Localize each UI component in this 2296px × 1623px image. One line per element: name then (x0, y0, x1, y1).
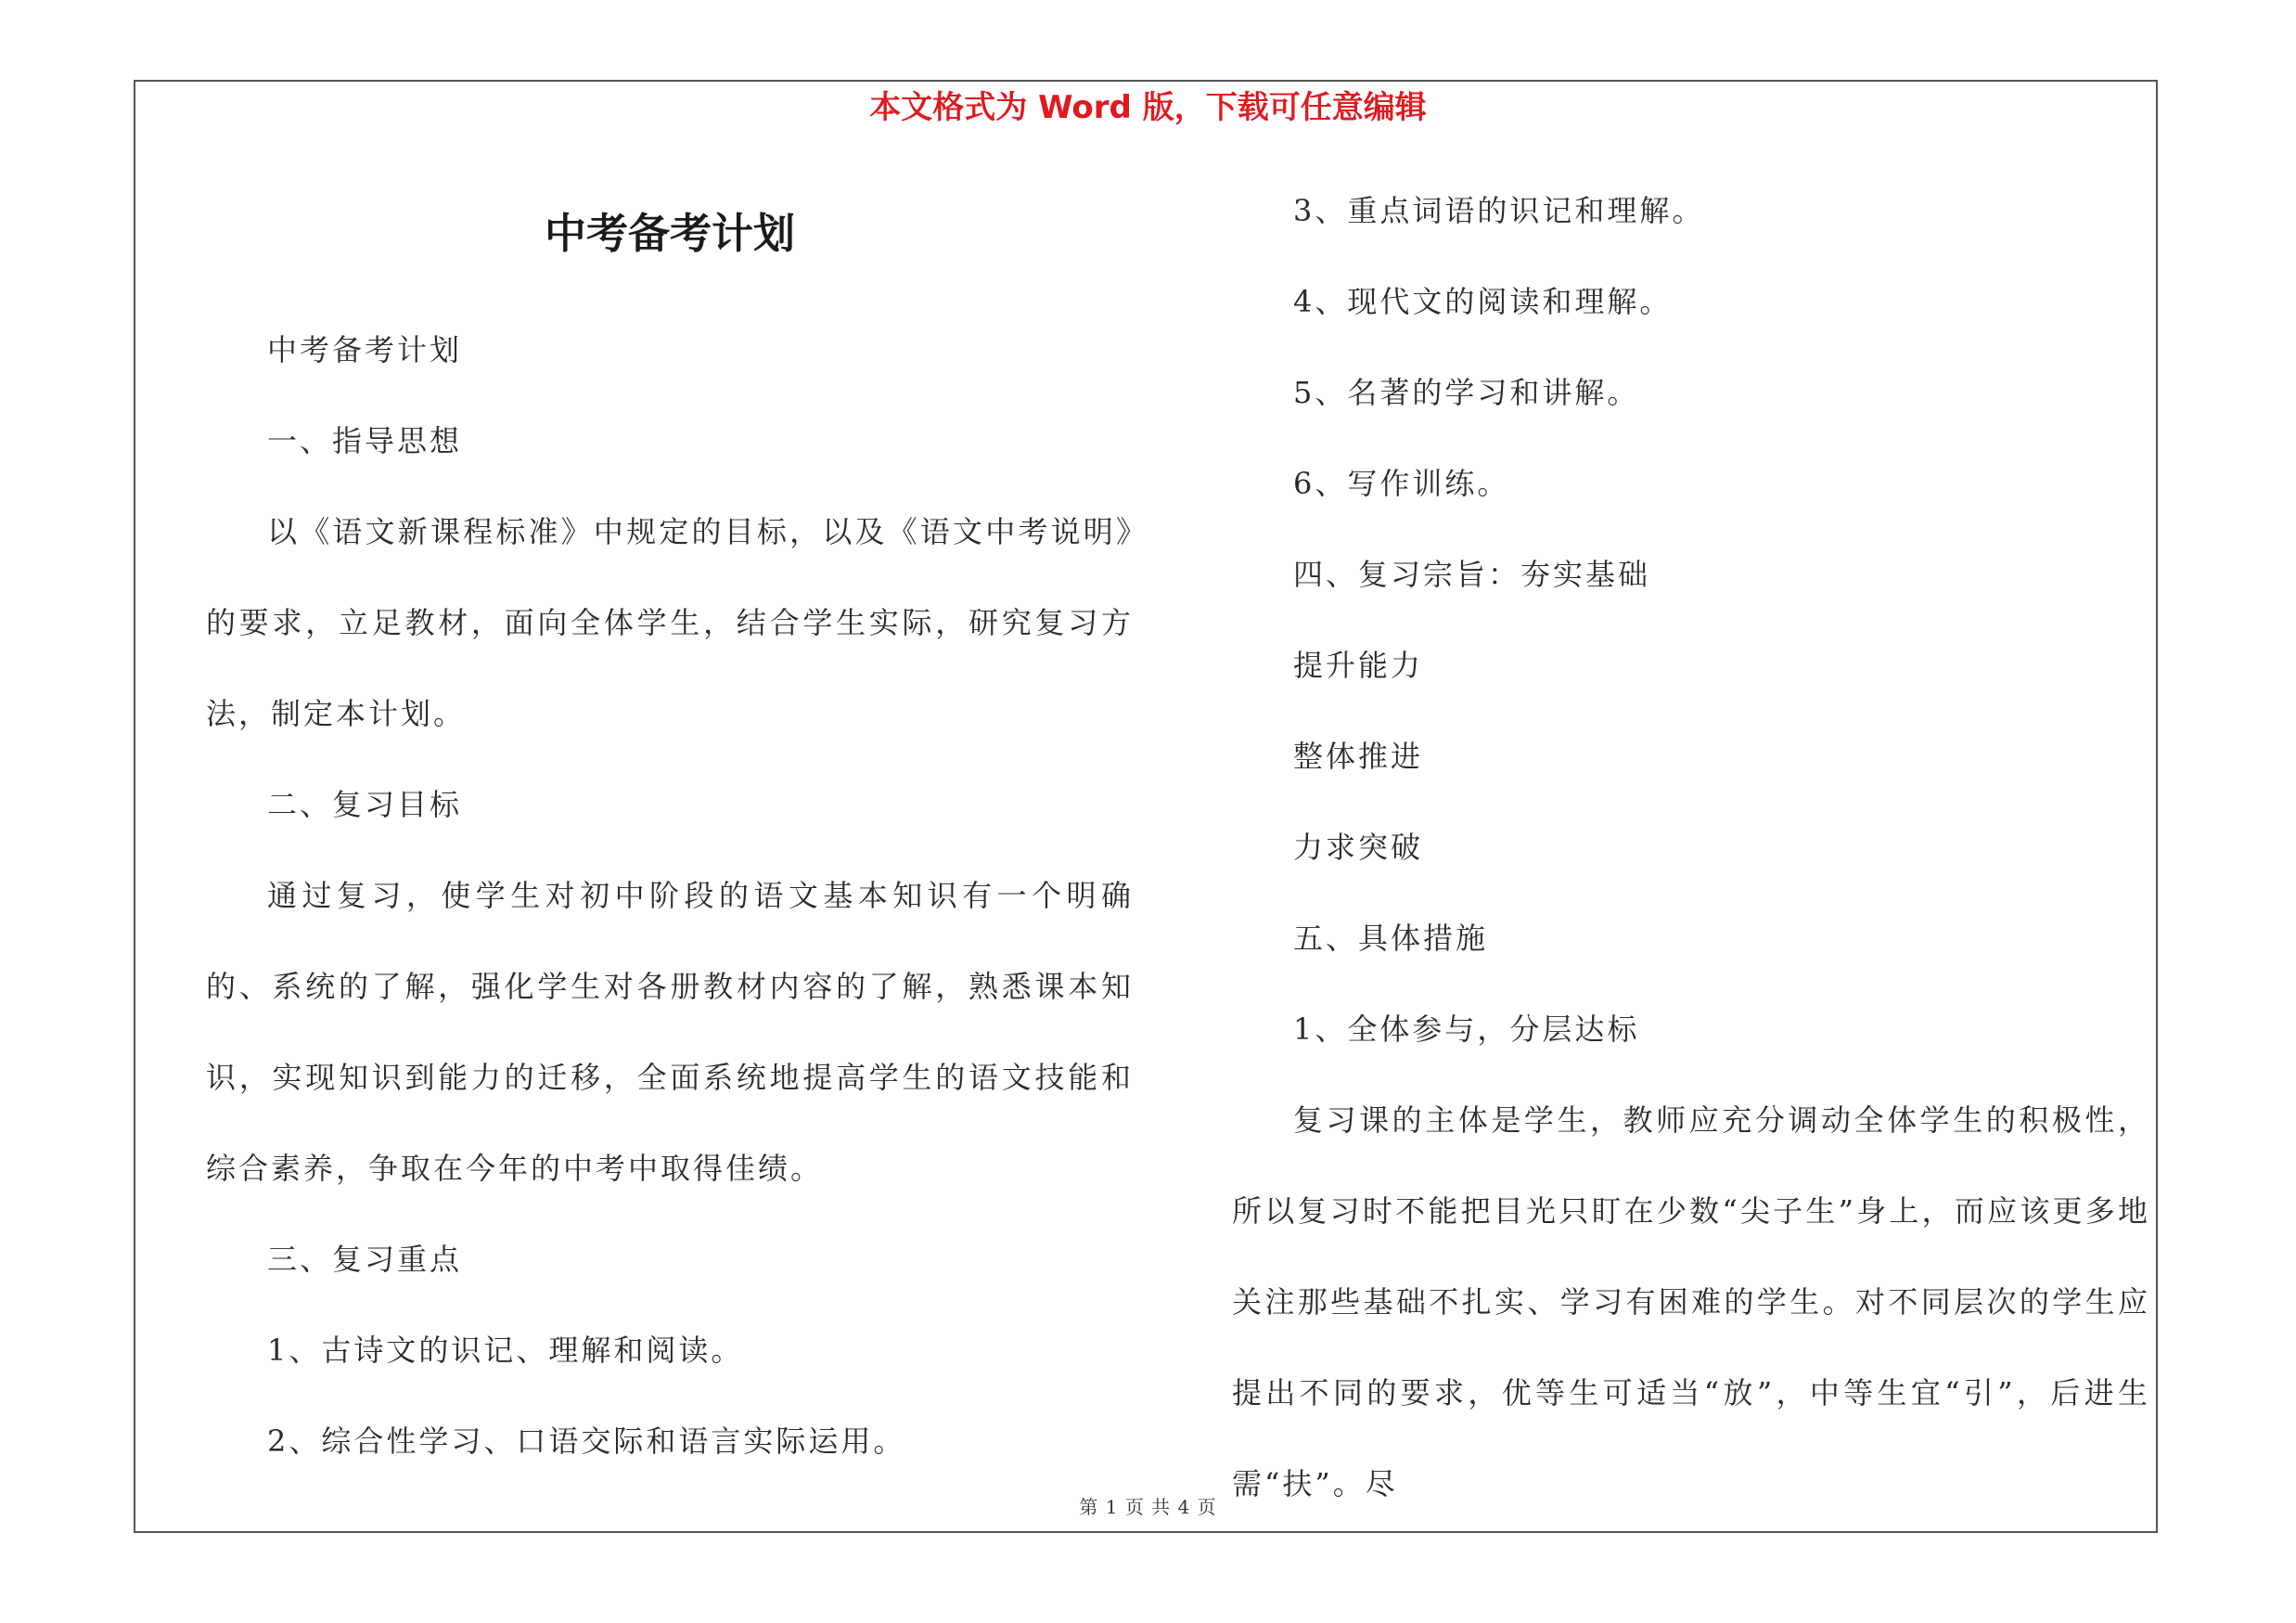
list-item-focus-6: 6、写作训练。 (1293, 466, 1510, 501)
heading-specific-measures: 五、具体措施 (1293, 921, 1489, 956)
list-item-focus-2: 2、综合性学习、口语交际和语言实际运用。 (267, 1423, 906, 1459)
list-item-focus-4: 4、现代文的阅读和理解。 (1293, 284, 1673, 319)
paragraph-guiding-ideology: 以《语文新课程标准》中规定的目标，以及《语文中考说明》的要求，立足教材，面向全体学生，结合学生实际，研究复习方法，制定本计划。 (206, 514, 1134, 731)
document-title: 中考备考计划 (544, 209, 795, 258)
paragraph-subtitle: 中考备考计划 (267, 332, 463, 367)
list-item-focus-5: 5、名著的学习和讲解。 (1293, 375, 1640, 410)
list-item-focus-3: 3、重点词语的识记和理解。 (1293, 193, 1705, 228)
heading-review-focus: 三、复习重点 (267, 1242, 463, 1277)
edit-banner: 本文格式为 Word 版，下载可任意编辑 (869, 89, 1427, 126)
page-number: 第 1 页 共 4 页 (1079, 1496, 1217, 1518)
left-column (206, 304, 1134, 1487)
list-item-focus-1: 1、古诗文的识记、理解和阅读。 (267, 1333, 744, 1368)
purpose-line-1: 提升能力 (1293, 648, 1424, 683)
paragraph-review-goals: 通过复习，使学生对初中阶段的语文基本知识有一个明确的、系统的了解，强化学生对各册教材内容的了解，熟悉课本知识，实现知识到能力的迁移，全面系统地提高学生的语文技能和综合素养，争取在今年的中考中取得佳绩。 (206, 878, 1134, 1186)
heading-review-purpose: 四、复习宗旨：夯实基础 (1293, 557, 1651, 592)
purpose-line-3: 力求突破 (1293, 830, 1424, 865)
paragraph-measure-1: 复习课的主体是学生，教师应充分调动全体学生的积极性，所以复习时不能把目光只盯在少数“尖子生”身上，而应该更多地关注那些基础不扎实、学习有困难的学生。对不同层次的学生应提出不同的要求，优等生可适当“放”，中等生宜“引”，后进生需“扶”。尽 (1232, 1102, 2150, 1501)
heading-review-goals: 二、复习目标 (267, 787, 463, 822)
purpose-line-2: 整体推进 (1293, 739, 1424, 774)
heading-guiding-ideology: 一、指导思想 (267, 423, 463, 458)
right-column (1232, 165, 2150, 1529)
subheading-measure-1: 1、全体参与，分层达标 (1293, 1011, 1640, 1047)
